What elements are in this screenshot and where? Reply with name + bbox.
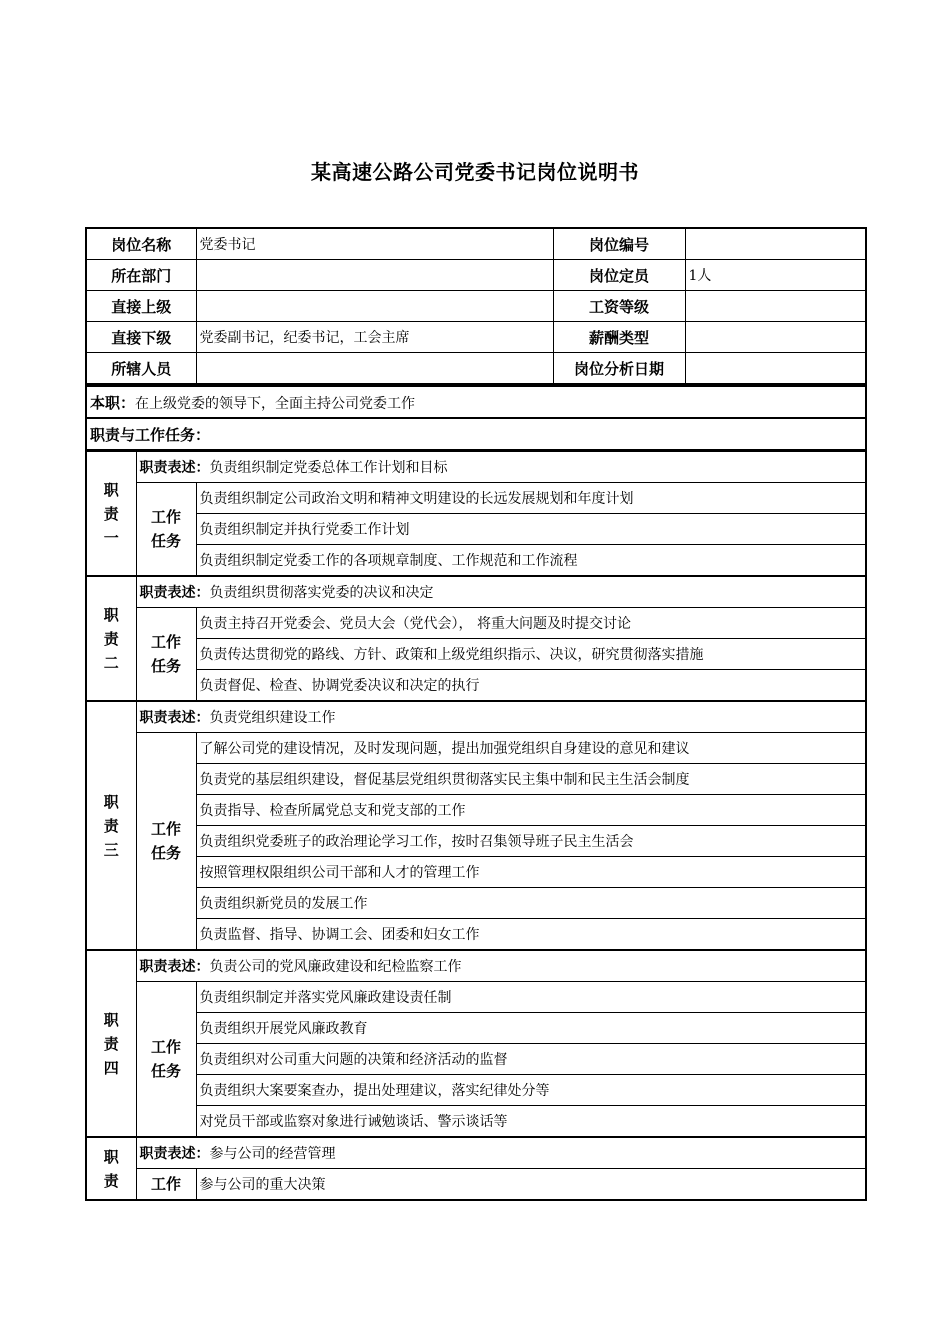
task-item: 负责组织对公司重大问题的决策和经济活动的监督 [196,1044,866,1075]
task-row [86,857,866,888]
duty-statement-row [86,950,866,982]
duty-statement-row [86,576,866,608]
core-duty-text: 在上级党委的领导下，全面主持公司党委工作 [135,395,416,412]
task-row [86,514,866,545]
duty-statement-label: 职责表述： [139,585,210,601]
duty-statement-label: 职责表述： [139,1146,210,1162]
task-item: 负责组织制定党委工作的各项规章制度、工作规范和工作流程 [196,545,866,577]
task-row [86,1169,866,1201]
task-row [86,888,866,919]
duty-name: 职责 [86,1137,136,1200]
headcount-value: 1人 [685,260,866,291]
duty-statement-text: 负责组织贯彻落实党委的决议和决定 [209,585,434,601]
department-label: 所在部门 [86,260,196,291]
task-row [86,483,866,514]
department-value [196,260,553,291]
analysis-date-value [685,353,866,385]
headcount-label: 岗位定员 [553,260,685,291]
info-row [86,353,866,385]
task-row [86,1013,866,1044]
duties-header-row [86,418,866,450]
task-row [86,1106,866,1138]
info-row [86,322,866,353]
task-item: 了解公司党的建设情况，及时发现问题，提出加强党组织自身建设的意见和建议 [196,733,866,764]
duty-statement-label: 职责表述： [139,460,210,476]
duties-header: 职责与工作任务： [86,418,866,450]
subordinate-label: 直接下级 [86,322,196,353]
task-row [86,982,866,1013]
duties-table [85,385,867,451]
task-label: 工作任务 [136,982,196,1138]
subordinate-value: 党委副书记，纪委书记，工会主席 [196,322,553,353]
duty-statement-row [86,1137,866,1169]
task-row [86,608,866,639]
task-item: 负责指导、检查所属党总支和党支部的工作 [196,795,866,826]
task-item: 负责党的基层组织建设，督促基层党组织贯彻落实民主集中制和民主生活会制度 [196,764,866,795]
task-item: 负责传达贯彻党的路线、方针、政策和上级党组织指示、决议，研究贯彻落实措施 [196,639,866,670]
duty-statement-row [86,452,866,483]
salary-grade-value [685,291,866,322]
position-no-value [685,228,866,260]
job-description-table [85,227,865,1201]
duty-name: 职责三 [86,701,136,950]
superior-value [196,291,553,322]
info-row [86,291,866,322]
pay-type-label: 薪酬类型 [553,322,685,353]
task-item: 负责组织制定并执行党委工作计划 [196,514,866,545]
core-duty-label: 本职： [90,393,136,412]
task-label: 工作任务 [136,733,196,951]
task-row [86,639,866,670]
task-row [86,826,866,857]
task-item: 负责组织制定并落实党风廉政建设责任制 [196,982,866,1013]
duty-statement-text: 负责公司的党风廉政建设和纪检监察工作 [209,959,462,975]
task-item: 负责督促、检查、协调党委决议和决定的执行 [196,670,866,702]
task-item: 负责主持召开党委会、党员大会（党代会）， 将重大问题及时提交讨论 [196,608,866,639]
task-item: 参与公司的重大决策 [196,1169,866,1201]
duty-statement-text: 参与公司的经营管理 [209,1146,336,1162]
duty-name: 职责四 [86,950,136,1137]
task-row [86,1044,866,1075]
task-label: 工作 [136,1169,196,1201]
duty-statement-label: 职责表述： [139,710,210,726]
superior-label: 直接上级 [86,291,196,322]
info-row [86,260,866,291]
position-info-table [85,227,867,385]
task-item: 负责组织制定公司政治文明和精神文明建设的长远发展规划和年度计划 [196,483,866,514]
duty-sections [85,451,867,1201]
task-row [86,1075,866,1106]
page-title: 某高速公路公司党委书记岗位说明书 [311,160,639,184]
task-item: 负责监督、指导、协调工会、团委和妇女工作 [196,919,866,951]
duty-statement-text: 负责组织制定党委总体工作计划和目标 [209,460,448,476]
task-item: 负责组织新党员的发展工作 [196,888,866,919]
salary-grade-label: 工资等级 [553,291,685,322]
task-item: 负责组织开展党风廉政教育 [196,1013,866,1044]
task-item: 负责组织党委班子的政治理论学习工作，按时召集领导班子民主生活会 [196,826,866,857]
duty-statement-text: 负责党组织建设工作 [209,710,336,726]
position-no-label: 岗位编号 [553,228,685,260]
task-label: 工作任务 [136,608,196,702]
task-item: 负责组织大案要案查办，提出处理建议，落实纪律处分等 [196,1075,866,1106]
task-item: 对党员干部或监察对象进行诫勉谈话、警示谈话等 [196,1106,866,1138]
task-row [86,670,866,702]
task-row [86,795,866,826]
info-row [86,228,866,260]
task-row [86,764,866,795]
task-item: 按照管理权限组织公司干部和人才的管理工作 [196,857,866,888]
position-name-label: 岗位名称 [86,228,196,260]
duty-name: 职责一 [86,452,136,577]
task-label: 工作任务 [136,483,196,577]
task-row [86,733,866,764]
task-row [86,545,866,577]
duty-statement-row [86,701,866,733]
analysis-date-label: 岗位分析日期 [553,353,685,385]
task-row [86,919,866,951]
staff-label: 所辖人员 [86,353,196,385]
duty-name: 职责二 [86,576,136,701]
staff-value [196,353,553,385]
pay-type-value [685,322,866,353]
duty-statement-label: 职责表述： [139,959,210,975]
position-name-value: 党委书记 [196,228,553,260]
core-duty-row [86,386,866,418]
